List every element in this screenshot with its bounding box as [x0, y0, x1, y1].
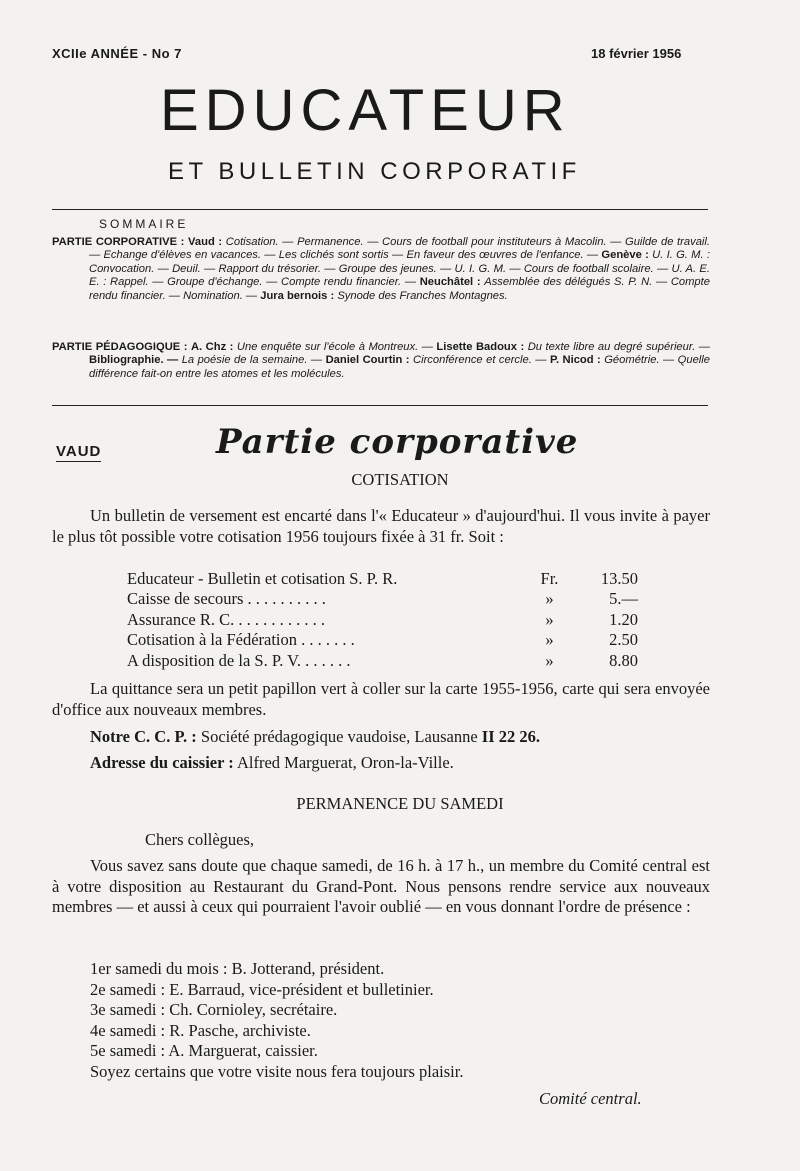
summary-item: Vaud : Cotisation. — Permanence. — Cours de football pour instituteurs à Macolin. — Guilde de travail. — Echange d'élèves en vacances. — Les clichés sont sortis — En faveur des œuvres de l'enfance. — — [89, 236, 710, 262]
list-item: 3e samedi : Ch. Cornioley, secrétaire. — [90, 1000, 338, 1019]
divider — [52, 209, 708, 210]
divider — [52, 405, 708, 406]
permanence-heading: PERMANENCE DU SAMEDI — [296, 794, 504, 813]
summary-item: Jura bernois : Synode des Franches Montagnes. — [260, 289, 508, 302]
summary-item: Lisette Badoux : Du texte libre au degré supérieur. — — [436, 341, 710, 353]
table-row: Assurance R. C. . . . . . . . . . . . » 1.20 — [127, 609, 638, 629]
table-row: Educateur - Bulletin et cotisation S. P. R. Fr. 13.50 — [127, 569, 638, 588]
schedule-list — [90, 959, 710, 1082]
table-row: Cotisation à la Fédération . . . . . . . » 2.50 — [127, 630, 638, 650]
permanence-paragraph: Vous savez sans doute que chaque samedi, de 16 h. à 17 h., un membre du Comité central est à votre disposition au Restaurant du Grand-Pont. Nous pensons rendre service aux nouveaux membres — et aussi à ceux qui pourraient l'avoir oublié — en vous donnant l'ordre de présence : — [52, 856, 710, 916]
summary-item: Bibliographie. — La poésie de la semaine. — — [89, 354, 326, 367]
quittance-paragraph: La quittance sera un petit papillon vert à coller sur la carte 1955-1956, carte qui sera envoyée d'office aux nouveaux membres. — [52, 679, 710, 719]
page-title: EDUCATEUR — [160, 78, 571, 143]
summary-item: Genève : U. I. G. M. : Convocation. — Deuil. — Rapport du trésorier. — Groupe des jeunes. — U. I. G. M. — Cours de football scolaire. — U. A. E. E. : Rappel. — Groupe d'échange. — Compte rendu financier. — — [89, 249, 710, 289]
summary-item: Neuchâtel : Assemblée des délégués S. P. N. — Compte rendu financier. — Nomination. — — [89, 276, 710, 302]
salutation: Chers collègues, — [145, 830, 255, 849]
issue-date: 18 février 1956 — [591, 46, 682, 61]
closing-line: Soyez certains que votre visite nous fera toujours plaisir. — [90, 1061, 464, 1081]
summary-label: PARTIE CORPORATIVE : — [52, 236, 185, 248]
cotisation-heading: COTISATION — [351, 470, 449, 489]
summary-label: PARTIE PÉDAGOGIQUE : — [52, 341, 188, 353]
summary-pedagogique — [52, 341, 710, 381]
list-item: 1er samedi du mois : B. Jotterand, président. — [90, 959, 385, 978]
cotisation-intro: Un bulletin de versement est encarté dans l'« Educateur » d'aujourd'hui. Il vous invite à payer le plus tôt possible votre cotisation 1956 toujours fixée à 31 fr. Soit : — [52, 506, 710, 546]
list-item: 2e samedi : E. Barraud, vice-président et bulletinier. — [90, 979, 434, 999]
signature: Comité central. — [539, 1089, 642, 1108]
summary-corporative — [52, 236, 710, 303]
section-heading: Partie corporative — [216, 422, 579, 462]
table-row: Caisse de secours . . . . . . . . . . » 5.— — [127, 589, 638, 609]
page-subtitle: ET BULLETIN CORPORATIF — [168, 158, 581, 185]
summary-item: A. Chz : Une enquête sur l'école à Montreux. — — [190, 341, 437, 353]
sommaire-heading: SOMMAIRE — [99, 217, 189, 231]
table-row: A disposition de la S. P. V. . . . . . . » 8.80 — [127, 650, 638, 670]
cotisation-table — [127, 569, 638, 671]
summary-item: Daniel Courtin : Circonférence et cercle. — — [325, 354, 550, 367]
list-item: 5e samedi : A. Marguerat, caissier. — [90, 1041, 318, 1060]
section-region: VAUD — [56, 443, 102, 460]
ccp-line: Notre C. C. P. : Société prédagogique vaudoise, Lausanne II 22 26. — [90, 727, 540, 746]
caissier-line: Adresse du caissier : Alfred Marguerat, Oron-la-Ville. — [90, 753, 454, 772]
summary-item: P. Nicod : Géométrie. — Quelle différence fait-on entre les atomes et les molécules. — [89, 354, 711, 380]
list-item: 4e samedi : R. Pasche, archiviste. — [90, 1020, 311, 1040]
issue-number: XCIIe ANNÉE - No 7 — [52, 46, 182, 61]
